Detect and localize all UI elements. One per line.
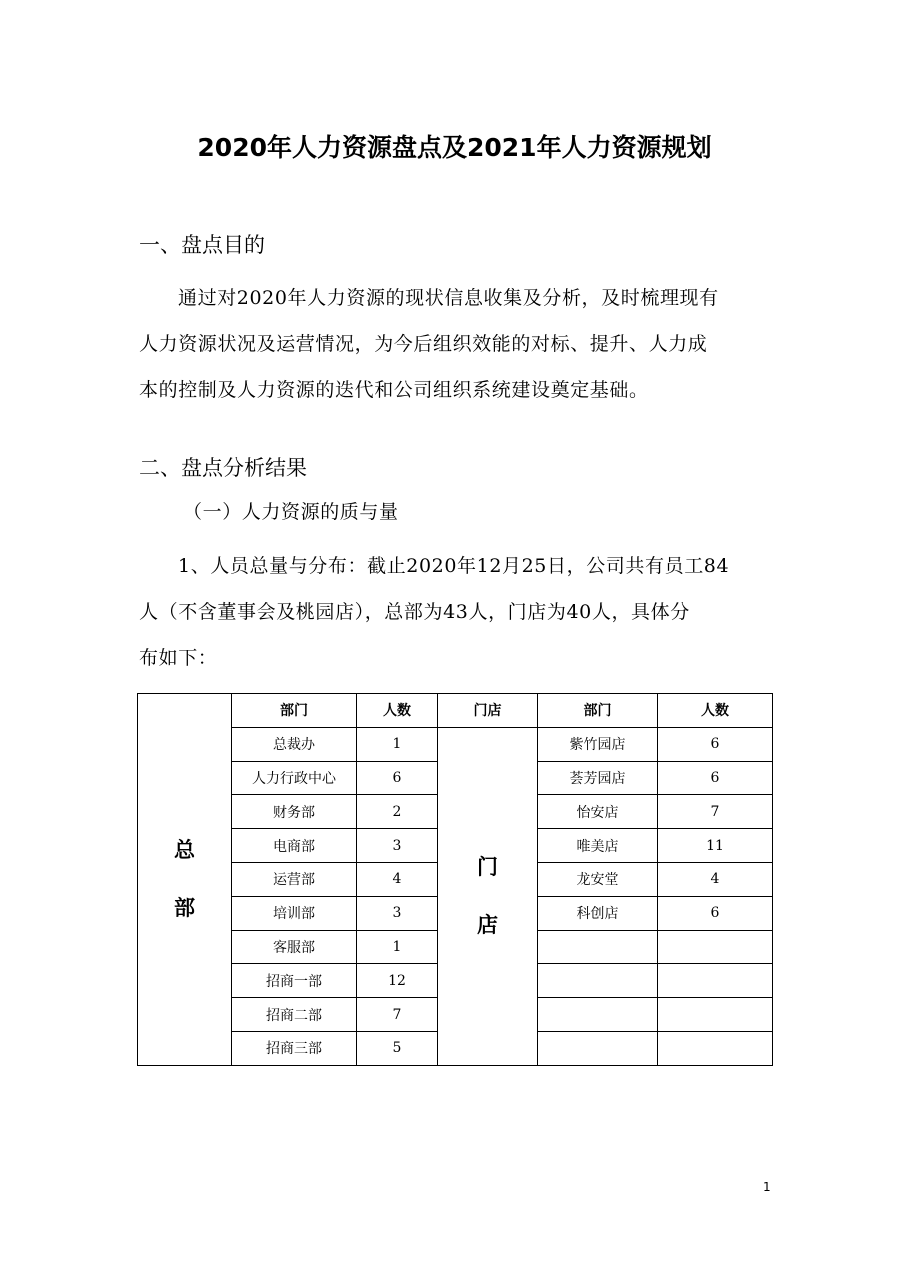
store-count-cell xyxy=(658,964,773,998)
hq-label-1: 总 xyxy=(174,838,195,863)
subsection-heading: （一）人力资源的质与量 xyxy=(183,501,399,523)
distribution-paragraph xyxy=(139,543,773,681)
hq-dept-cell: 人力行政中心 xyxy=(232,761,357,795)
distribution-line-3: 布如下： xyxy=(139,647,218,669)
store-count-cell: 7 xyxy=(658,795,773,829)
store-dept-cell xyxy=(538,1031,658,1065)
purpose-line-3: 本的控制及人力资源的迭代和公司组织系统建设奠定基础。 xyxy=(139,379,649,401)
hq-label-2: 部 xyxy=(174,896,195,921)
store-dept-cell xyxy=(538,998,658,1032)
store-count-cell: 6 xyxy=(658,727,773,761)
store-count-cell xyxy=(658,930,773,964)
store-dept-cell: 科创店 xyxy=(538,896,658,930)
hq-count-cell: 6 xyxy=(357,761,438,795)
hq-dept-cell: 总裁办 xyxy=(232,727,357,761)
staff-distribution-table xyxy=(137,693,773,1066)
purpose-line-2: 人力资源状况及运营情况，为今后组织效能的对标、提升、人力成 xyxy=(139,333,708,355)
hq-dept-cell: 电商部 xyxy=(232,829,357,863)
hq-dept-cell: 招商三部 xyxy=(232,1031,357,1065)
hq-dept-cell: 运营部 xyxy=(232,862,357,896)
hq-dept-cell: 招商一部 xyxy=(232,964,357,998)
store-count-cell: 6 xyxy=(658,761,773,795)
distribution-line-2: 人（不含董事会及桃园店），总部为43人，门店为40人，具体分 xyxy=(139,601,690,623)
store-count-cell xyxy=(658,1031,773,1065)
store-label-1: 门 xyxy=(477,855,498,880)
hq-count-cell: 1 xyxy=(357,727,438,761)
section-heading-purpose: 一、盘点目的 xyxy=(139,233,265,257)
hq-dept-cell: 客服部 xyxy=(232,930,357,964)
hq-group-cell xyxy=(138,694,232,1066)
header-store-count: 人数 xyxy=(658,694,773,728)
store-count-cell: 4 xyxy=(658,862,773,896)
store-dept-cell xyxy=(538,964,658,998)
purpose-paragraph xyxy=(139,275,773,413)
store-dept-cell: 紫竹园店 xyxy=(538,727,658,761)
store-dept-cell xyxy=(538,930,658,964)
purpose-line-1: 通过对2020年人力资源的现状信息收集及分析，及时梳理现有 xyxy=(178,287,719,309)
store-count-cell: 6 xyxy=(658,896,773,930)
hq-count-cell: 12 xyxy=(357,964,438,998)
header-count: 人数 xyxy=(357,694,438,728)
store-count-cell: 11 xyxy=(658,829,773,863)
section-heading-results: 二、盘点分析结果 xyxy=(139,456,307,480)
header-store-dept: 部门 xyxy=(538,694,658,728)
header-store-group: 门店 xyxy=(438,694,538,728)
hq-count-cell: 7 xyxy=(357,998,438,1032)
store-dept-cell: 龙安堂 xyxy=(538,862,658,896)
hq-count-cell: 4 xyxy=(357,862,438,896)
store-dept-cell: 唯美店 xyxy=(538,829,658,863)
table-row xyxy=(138,727,773,761)
store-dept-cell: 怡安店 xyxy=(538,795,658,829)
document-title: 2020年人力资源盘点及2021年人力资源规划 xyxy=(197,133,712,162)
store-count-cell xyxy=(658,998,773,1032)
hq-count-cell: 5 xyxy=(357,1031,438,1065)
store-group-cell xyxy=(438,727,538,1065)
hq-count-cell: 3 xyxy=(357,829,438,863)
header-dept: 部门 xyxy=(232,694,357,728)
store-label-2: 店 xyxy=(477,913,498,938)
store-dept-cell: 荟芳园店 xyxy=(538,761,658,795)
table-header-row xyxy=(138,694,773,728)
hq-count-cell: 2 xyxy=(357,795,438,829)
hq-dept-cell: 财务部 xyxy=(232,795,357,829)
page-number: 1 xyxy=(763,1180,771,1194)
hq-count-cell: 1 xyxy=(357,930,438,964)
hq-dept-cell: 培训部 xyxy=(232,896,357,930)
hq-dept-cell: 招商二部 xyxy=(232,998,357,1032)
distribution-line-1: 1、人员总量与分布：截止2020年12月25日，公司共有员工84 xyxy=(178,555,730,577)
hq-count-cell: 3 xyxy=(357,896,438,930)
